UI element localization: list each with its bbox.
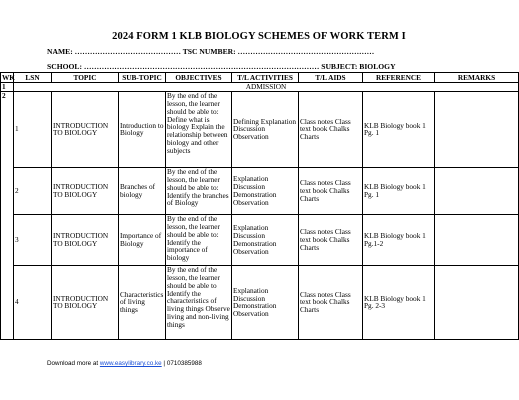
table-row xyxy=(1,167,519,214)
remarks-cell xyxy=(435,167,519,214)
col-header-remarks: REMARKS xyxy=(435,73,519,83)
download-footer xyxy=(47,360,202,367)
table-row xyxy=(1,83,519,92)
lesson-number: 4 xyxy=(14,265,52,339)
reference-cell: KLB Biology book 1 Pg. 2-3 xyxy=(363,265,435,339)
objectives-cell: By the end of the lesson, the learner should be able to Identify the characteristics of living things Observe living and non-living things xyxy=(166,265,232,339)
reference-cell: KLB Biology book 1 Pg.1-2 xyxy=(363,214,435,265)
lesson-number: 1 xyxy=(14,91,52,167)
website-link[interactable]: www.easylibrary.co.ke xyxy=(99,360,162,367)
scheme-table xyxy=(0,72,519,340)
remarks-cell xyxy=(435,214,519,265)
col-header-objectives: OBJECTIVES xyxy=(166,73,232,83)
col-header-subtopic: SUB-TOPIC xyxy=(119,73,166,83)
col-header-topic: TOPIC xyxy=(52,73,119,83)
aids-cell: Class notes Class text book Chalks Charts xyxy=(299,265,363,339)
objectives-cell: By the end of the lesson, the learner should be able to: Define what is biology Explain the relationship between biology and other subjects xyxy=(166,91,232,167)
lesson-number: 2 xyxy=(14,167,52,214)
objectives-cell: By the end of the lesson, the learner should be able to: Identify the importance of biology xyxy=(166,214,232,265)
aids-cell: Class notes Class text book Chalks Charts xyxy=(299,167,363,214)
table-header-row xyxy=(1,73,519,83)
col-header-lsn: LSN xyxy=(14,73,52,83)
topic-cell: INTRODUCTION TO BIOLOGY xyxy=(52,265,119,339)
document-title: 2024 FORM 1 KLB BIOLOGY SCHEMES OF WORK TERM I xyxy=(112,31,406,42)
week-number: 1 xyxy=(1,83,14,92)
aids-cell: Class notes Class text book Chalks Charts xyxy=(299,214,363,265)
aids-cell: Class notes Class text book Chalks Charts xyxy=(299,91,363,167)
activities-cell: Explanation Discussion Demonstration Observation xyxy=(232,214,299,265)
lesson-number: 3 xyxy=(14,214,52,265)
topic-cell: INTRODUCTION TO BIOLOGY xyxy=(52,214,119,265)
col-header-aids: T/L AIDS xyxy=(299,73,363,83)
footer-phone: | 0710385988 xyxy=(161,360,202,367)
subtopic-cell: Branches of biology xyxy=(119,167,166,214)
table-row xyxy=(1,265,519,339)
subtopic-cell: Introduction to Biology xyxy=(119,91,166,167)
activities-cell: Explanation Discussion Demonstration Observation xyxy=(232,167,299,214)
col-header-wk: WK xyxy=(2,72,15,82)
activities-cell: Explanation Discussion Demonstration Observation xyxy=(232,265,299,339)
week-number: 2 xyxy=(1,91,14,339)
table-row xyxy=(1,214,519,265)
reference-cell: KLB Biology book 1 Pg. 1 xyxy=(363,91,435,167)
remarks-cell xyxy=(435,91,519,167)
remarks-cell xyxy=(435,265,519,339)
name-tsc-line: NAME: …………………………………… TSC NUMBER: ……………………………………………… xyxy=(47,47,375,56)
topic-cell: INTRODUCTION TO BIOLOGY xyxy=(52,91,119,167)
activities-cell: Defining Explanation Discussion Observation xyxy=(232,91,299,167)
admission-cell: ADMISSION xyxy=(14,83,519,92)
col-header-reference: REFERENCE xyxy=(363,73,435,83)
reference-cell: KLB Biology book 1 Pg. 1 xyxy=(363,167,435,214)
col-header-activities: T/L ACTIVITIES xyxy=(232,73,299,83)
objectives-cell: By the end of the lesson, the learner should be able to: Identify the branches of Biology xyxy=(166,167,232,214)
subtopic-cell: Importance of Biology xyxy=(119,214,166,265)
topic-cell: INTRODUCTION TO BIOLOGY xyxy=(52,167,119,214)
school-subject-line: SCHOOL: ………………………………………………………………………………… SUBJECT: BIOLOGY xyxy=(47,62,396,71)
subtopic-cell: Characteristics of living things xyxy=(119,265,166,339)
footer-prefix: Download more at xyxy=(47,360,100,367)
table-row xyxy=(1,91,519,167)
